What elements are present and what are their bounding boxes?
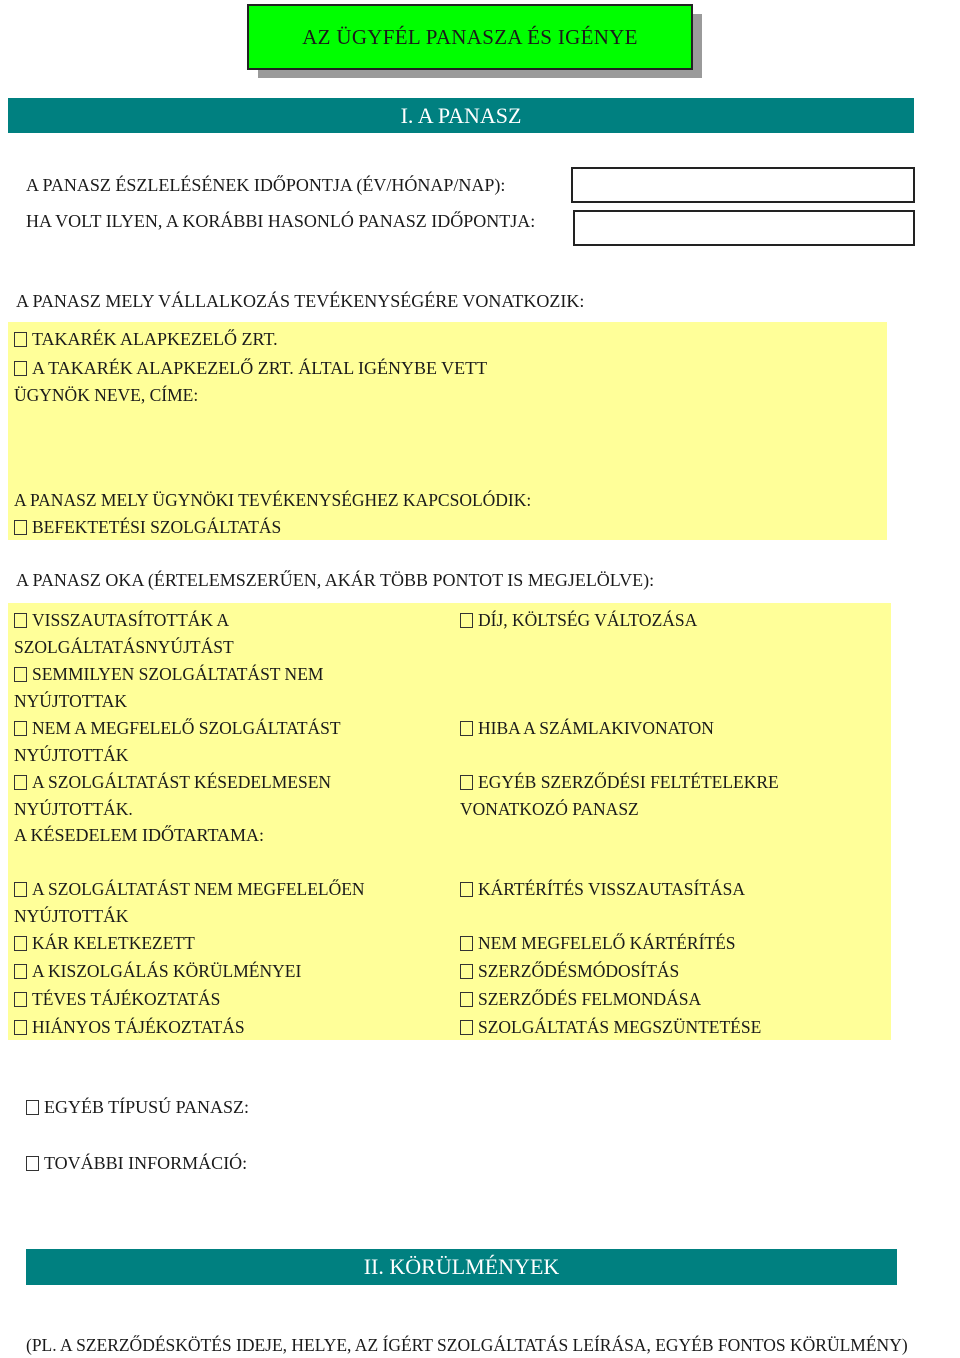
reason-label-line: NYÚJTOTTÁK [14, 745, 129, 765]
checkbox[interactable] [14, 992, 27, 1007]
agent-activity-label: A PANASZ MELY ÜGYNÖKI TEVÉKENYSÉGHEZ KAPCSOLÓDIK: [14, 490, 532, 510]
checkbox[interactable] [26, 1156, 39, 1171]
reason-label-line: A KISZOLGÁLÁS KÖRÜLMÉNYEI [32, 961, 302, 981]
reason-delayed-service[interactable] [14, 769, 331, 823]
reason-service-discontinuation[interactable] [460, 1014, 761, 1041]
section-2-heading [26, 1249, 897, 1285]
checkbox[interactable] [14, 882, 27, 897]
reason-label-line: EGYÉB SZERZŐDÉSI FELTÉTELEKRE [478, 772, 779, 792]
checkbox[interactable] [14, 361, 27, 376]
further-info-option[interactable] [26, 1150, 247, 1176]
reason-label-line: KÁRTÉRÍTÉS VISSZAUTASÍTÁSA [478, 879, 746, 899]
reason-damage[interactable] [14, 930, 195, 957]
reason-label-line: VISSZAUTASÍTOTTÁK A [32, 610, 230, 630]
checkbox[interactable] [460, 613, 473, 628]
reason-wrong-service[interactable] [14, 715, 341, 769]
reason-label-line: SZERZŐDÉS FELMONDÁSA [478, 989, 702, 1009]
activity-option-label: TAKARÉK ALAPKEZELŐ ZRT. [32, 329, 278, 349]
reason-label-line: NYÚJTOTTÁK [14, 906, 129, 926]
activity-option-label: A TAKARÉK ALAPKEZELŐ ZRT. ÁLTAL IGÉNYBE VETT [32, 358, 488, 378]
checkbox[interactable] [14, 775, 27, 790]
agent-name-label: ÜGYNÖK NEVE, CÍME: [14, 385, 199, 405]
checkbox[interactable] [460, 1020, 473, 1035]
reason-label-line: NYÚJTOTTAK [14, 691, 127, 711]
reason-no-service[interactable] [14, 661, 323, 715]
reason-fee-change[interactable] [460, 607, 697, 634]
agent-activity-option[interactable] [14, 514, 281, 541]
checkbox[interactable] [460, 721, 473, 736]
checkbox[interactable] [14, 332, 27, 347]
reason-label-line: SZOLGÁLTATÁS MEGSZÜNTETÉSE [478, 1017, 762, 1037]
other-type-label: EGYÉB TÍPUSÚ PANASZ: [44, 1097, 250, 1117]
other-type-option[interactable] [26, 1094, 249, 1120]
further-info-label: TOVÁBBI INFORMÁCIÓ: [44, 1153, 248, 1173]
reason-refused-service[interactable] [14, 607, 234, 661]
reason-label-line: KÁR KELETKEZETT [32, 933, 195, 953]
agent-activity-option-label: BEFEKTETÉSI SZOLGÁLTATÁS [32, 517, 282, 537]
checkbox[interactable] [460, 775, 473, 790]
reason-wrong-information[interactable] [14, 986, 220, 1013]
reason-label-line: VONATKOZÓ PANASZ [460, 799, 639, 819]
checkbox[interactable] [460, 882, 473, 897]
activity-option-agent[interactable] [14, 355, 487, 381]
reason-label-line: NEM MEGFELELŐ KÁRTÉRÍTÉS [478, 933, 736, 953]
delay-duration-label: A KÉSEDELEM IDŐTARTAMA: [14, 825, 265, 845]
reason-label-line: SZERZŐDÉSMÓDOSÍTÁS [478, 961, 680, 981]
complaint-date-field[interactable] [571, 167, 915, 203]
reason-inadequate-compensation[interactable] [460, 930, 736, 957]
reason-label-line: TÉVES TÁJÉKOZTATÁS [32, 989, 221, 1009]
reason-contract-modification[interactable] [460, 958, 679, 985]
section-1-heading [8, 98, 914, 133]
checkbox[interactable] [460, 964, 473, 979]
reason-label-line: HIÁNYOS TÁJÉKOZTATÁS [32, 1017, 245, 1037]
checkbox[interactable] [14, 613, 27, 628]
reason-label-line: NYÚJTOTTÁK. [14, 799, 133, 819]
checkbox[interactable] [14, 936, 27, 951]
reason-service-circumstances[interactable] [14, 958, 301, 985]
checkbox[interactable] [14, 667, 27, 682]
reason-label: A PANASZ OKA (ÉRTELEMSZERŰEN, AKÁR TÖBB PONTOT IS MEGJELÖLVE): [16, 570, 655, 590]
reason-label-line: HIBA A SZÁMLAKIVONATON [478, 718, 714, 738]
section-1-heading-text: I. A PANASZ [400, 102, 522, 128]
reason-incomplete-information[interactable] [14, 1014, 245, 1041]
checkbox[interactable] [14, 520, 27, 535]
checkbox[interactable] [14, 721, 27, 736]
checkbox[interactable] [460, 992, 473, 1007]
checkbox[interactable] [460, 936, 473, 951]
previous-complaint-date-label: HA VOLT ILYEN, A KORÁBBI HASONLÓ PANASZ IDŐPONTJA: [26, 211, 536, 231]
reason-label-line: A SZOLGÁLTATÁST NEM MEGFELELŐEN [32, 879, 365, 899]
reason-contract-termination[interactable] [460, 986, 701, 1013]
reason-label-line: NEM A MEGFELELŐ SZOLGÁLTATÁST [32, 718, 341, 738]
reason-label-line: SEMMILYEN SZOLGÁLTATÁST NEM [32, 664, 324, 684]
activity-label: A PANASZ MELY VÁLLALKOZÁS TEVÉKENYSÉGÉRE VONATKOZIK: [16, 291, 585, 311]
section-2-heading-text: II. KÖRÜLMÉNYEK [363, 1254, 560, 1279]
reason-label-line: SZOLGÁLTATÁSNYÚJTÁST [14, 637, 234, 657]
reason-label-line: DÍJ, KÖLTSÉG VÁLTOZÁSA [478, 610, 698, 630]
circumstances-note: (PL. A SZERZŐDÉSKÖTÉS IDEJE, HELYE, AZ ÍGÉRT SZOLGÁLTATÁS LEÍRÁSA, EGYÉB FONTOS KÖRÜLMÉNY) [26, 1335, 908, 1355]
previous-complaint-date-field[interactable] [573, 210, 915, 246]
reason-label-line: A SZOLGÁLTATÁST KÉSEDELMESEN [32, 772, 332, 792]
complaint-date-label: A PANASZ ÉSZLELÉSÉNEK IDŐPONTJA (ÉV/HÓNAP/NAP): [26, 175, 506, 195]
page-title-text: AZ ÜGYFÉL PANASZA ÉS IGÉNYE [302, 24, 638, 49]
reason-improper-service[interactable] [14, 876, 365, 930]
checkbox[interactable] [26, 1100, 39, 1115]
page-title [247, 4, 693, 70]
reason-statement-error[interactable] [460, 715, 714, 742]
reason-contract-terms[interactable] [460, 769, 779, 823]
activity-option-fund-manager[interactable] [14, 326, 278, 352]
checkbox[interactable] [14, 1020, 27, 1035]
checkbox[interactable] [14, 964, 27, 979]
reason-compensation-refused[interactable] [460, 876, 745, 903]
